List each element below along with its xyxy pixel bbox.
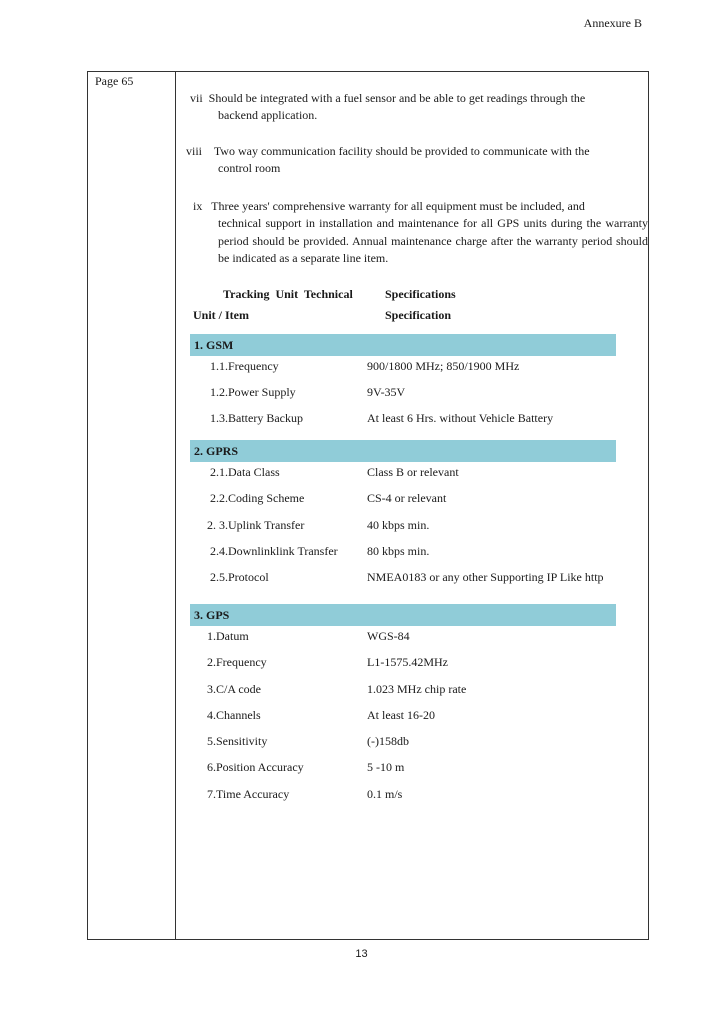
spec-value: 900/1800 MHz; 850/1900 MHz xyxy=(367,359,520,373)
content-column xyxy=(176,72,648,939)
spec-value: At least 6 Hrs. without Vehicle Battery xyxy=(367,411,554,425)
spec-item: 2.1.Data Class xyxy=(210,465,280,479)
spec-item: 2.4.Downlinklink Transfer xyxy=(210,544,338,558)
page-reference-column xyxy=(88,72,176,939)
spec-item: 3.C/A code xyxy=(207,682,261,696)
requirement-item xyxy=(190,90,648,125)
requirement-continuation: control room xyxy=(218,161,281,176)
spec-value: NMEA0183 or any other Supporting IP Like http xyxy=(367,570,604,584)
section-header-gsm: 1. GSM xyxy=(190,334,616,356)
spec-item: 5.Sensitivity xyxy=(207,734,268,748)
requirement-text: Should be integrated with a fuel sensor and be able to get readings through the xyxy=(208,91,586,105)
document-frame xyxy=(87,71,649,940)
column-header-item: Unit / Item xyxy=(193,308,249,322)
spec-value: At least 16-20 xyxy=(367,708,435,722)
requirement-text: Three years' comprehensive warranty for all equipment must be included, and xyxy=(211,199,585,213)
spec-item: 6.Position Accuracy xyxy=(207,760,304,774)
section-header-gprs: 2. GPRS xyxy=(190,440,616,462)
spec-item: 7.Time Accuracy xyxy=(207,787,290,801)
spec-item: 1.1.Frequency xyxy=(210,359,279,373)
requirement-continuation: technical support in installation and maintenance for all GPS units during the warranty period should be provided. Annual maintenance charge after the warranty period should be indicated as a separate line item. xyxy=(218,216,648,266)
spec-value: WGS-84 xyxy=(367,629,410,643)
requirement-item xyxy=(193,198,648,268)
spec-table-title: Tracking Unit Technical xyxy=(223,287,353,301)
spec-value: 40 kbps min. xyxy=(367,518,430,532)
page-number: 13 xyxy=(355,948,368,960)
spec-item: 1.2.Power Supply xyxy=(210,385,296,399)
spec-value: 9V-35V xyxy=(367,385,406,399)
spec-item: 2.2.Coding Scheme xyxy=(210,491,305,505)
annexure-label: Annexure B xyxy=(583,16,642,30)
requirement-number: ix xyxy=(193,199,203,213)
spec-value: CS-4 or relevant xyxy=(367,491,447,505)
requirement-continuation: backend application. xyxy=(218,108,318,123)
spec-item: 1.Datum xyxy=(207,629,249,643)
spec-table-title-right: Specifications xyxy=(385,287,456,301)
spec-value: 80 kbps min. xyxy=(367,544,430,558)
requirement-number: vii xyxy=(190,91,203,105)
page-reference: Page 65 xyxy=(95,74,134,88)
requirement-item xyxy=(186,143,648,178)
spec-item: 1.3.Battery Backup xyxy=(210,411,303,425)
requirement-number: viii xyxy=(186,144,203,158)
spec-item: 2.Frequency xyxy=(207,655,267,669)
column-header-spec: Specification xyxy=(385,308,451,322)
spec-value: Class B or relevant xyxy=(367,465,459,479)
requirement-text: Two way communication facility should be provided to communicate with the xyxy=(213,144,590,158)
spec-value: 5 -10 m xyxy=(367,760,405,774)
section-header-gps: 3. GPS xyxy=(190,604,616,626)
spec-item: 2. 3.Uplink Transfer xyxy=(207,518,305,532)
spec-value: L1-1575.42MHz xyxy=(367,655,448,669)
spec-value: 1.023 MHz chip rate xyxy=(367,682,467,696)
spec-value: 0.1 m/s xyxy=(367,787,403,801)
spec-item: 4.Channels xyxy=(207,708,261,722)
spec-value: (-)158db xyxy=(367,734,409,748)
spec-item: 2.5.Protocol xyxy=(210,570,269,584)
